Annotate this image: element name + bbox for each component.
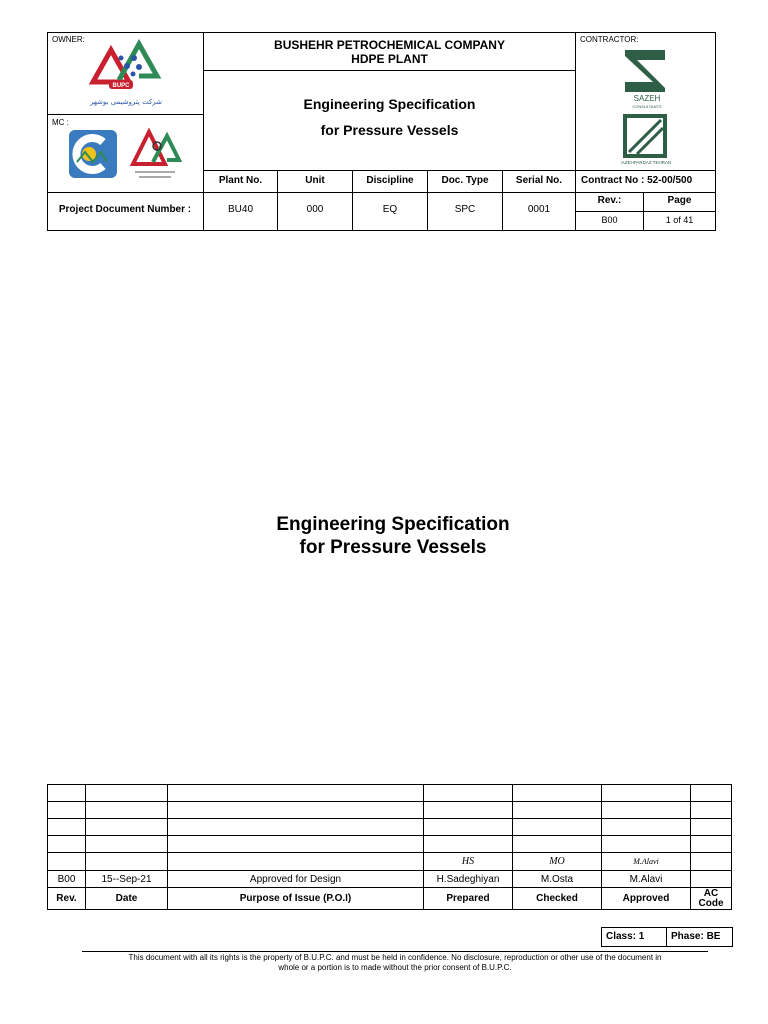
- prepared-cell: H.Sadeghiyan: [424, 871, 513, 888]
- bupc-logo-text: BUPC: [112, 83, 130, 89]
- table-row: [48, 802, 732, 819]
- value-discipline: EQ: [382, 204, 398, 215]
- rev-value: B00: [601, 215, 618, 225]
- ac-code-cell: [691, 871, 732, 888]
- footer-divider: [82, 951, 708, 952]
- purpose-cell: Approved for Design: [168, 871, 424, 888]
- table-row: [48, 871, 732, 888]
- sazehpardaz-logo: [621, 114, 677, 168]
- value-serial-no: 0001: [527, 204, 551, 215]
- rev-label: Rev.:: [597, 195, 622, 206]
- checked-cell: M.Osta: [513, 871, 602, 888]
- main-title: [0, 513, 768, 559]
- prepared-signature: HS: [424, 853, 513, 871]
- col-doc-type: Doc. Type: [441, 175, 489, 186]
- document-header: [47, 32, 716, 231]
- rev-cell: B00: [48, 871, 86, 888]
- checked-header: Checked: [513, 888, 602, 910]
- contractor-label: CONTRACTOR:: [580, 35, 639, 44]
- table-row: [48, 853, 732, 871]
- table-header-row: [48, 888, 732, 910]
- owner-label: OWNER:: [52, 35, 85, 44]
- table-row: [48, 785, 732, 802]
- mc-label: MC :: [52, 118, 69, 127]
- confidentiality-line2: whole or a portion is to made without the prior consent of B.U.P.C.: [278, 963, 512, 972]
- checked-signature: MO: [513, 853, 602, 871]
- date-header: Date: [86, 888, 168, 910]
- value-doc-type: SPC: [454, 204, 476, 215]
- table-row: [48, 836, 732, 853]
- contract-no: Contract No : 52-00/500: [581, 175, 693, 186]
- revision-table: [47, 784, 732, 910]
- approved-header: Approved: [602, 888, 691, 910]
- page-label: Page: [667, 195, 692, 206]
- value-unit: 000: [306, 204, 324, 215]
- rev-header: Rev.: [48, 888, 86, 910]
- prepared-header: Prepared: [424, 888, 513, 910]
- approved-cell: M.Alavi: [602, 871, 691, 888]
- mc-secondary-logo: [127, 124, 183, 184]
- header-spec-line2: for Pressure Vessels: [320, 122, 459, 138]
- sazeh-logo-text: SAZEH: [633, 94, 661, 103]
- class-label: Class: 1: [606, 931, 645, 942]
- col-serial-no: Serial No.: [515, 175, 563, 186]
- col-plant-no: Plant No.: [218, 175, 263, 186]
- phase-label: Phase: BE: [671, 931, 721, 942]
- value-plant-no: BU40: [227, 204, 253, 215]
- confidentiality-notice: [82, 953, 708, 973]
- sazeh-logo-sub: CONSULTANTS: [632, 104, 662, 109]
- date-cell: 15--Sep-21: [86, 871, 168, 888]
- ac-code-header: AC Code: [691, 888, 732, 910]
- purpose-header: Purpose of Issue (P.O.I): [168, 888, 424, 910]
- bupc-logo-farsi: شرکت پتروشیمی بوشهر: [89, 98, 163, 106]
- bupc-logo: [89, 36, 163, 108]
- sazehpardaz-logo-text: SAZEHPARDAZ TEHRAN: [621, 160, 672, 165]
- approved-signature: M.Alavi: [602, 853, 691, 871]
- col-discipline: Discipline: [366, 175, 414, 186]
- table-row: [48, 819, 732, 836]
- page-value: 1 of 41: [665, 215, 694, 225]
- header-spec-line1: Engineering Specification: [303, 96, 476, 112]
- plant-name: HDPE PLANT: [351, 52, 428, 66]
- company-name: BUSHEHR PETROCHEMICAL COMPANY: [274, 38, 505, 52]
- col-unit: Unit: [305, 175, 325, 186]
- class-phase-box: [601, 927, 733, 947]
- confidentiality-line1: This document with all its rights is the property of B.U.P.C. and must be held in confidence. No disclosure, reproduction or other use of the document in: [128, 953, 662, 962]
- sazeh-logo: [621, 46, 677, 110]
- main-title-line1: Engineering Specification: [276, 514, 510, 535]
- project-doc-label: Project Document Number :: [58, 204, 192, 215]
- main-title-line2: for Pressure Vessels: [299, 537, 487, 558]
- mc-logo: [67, 128, 119, 180]
